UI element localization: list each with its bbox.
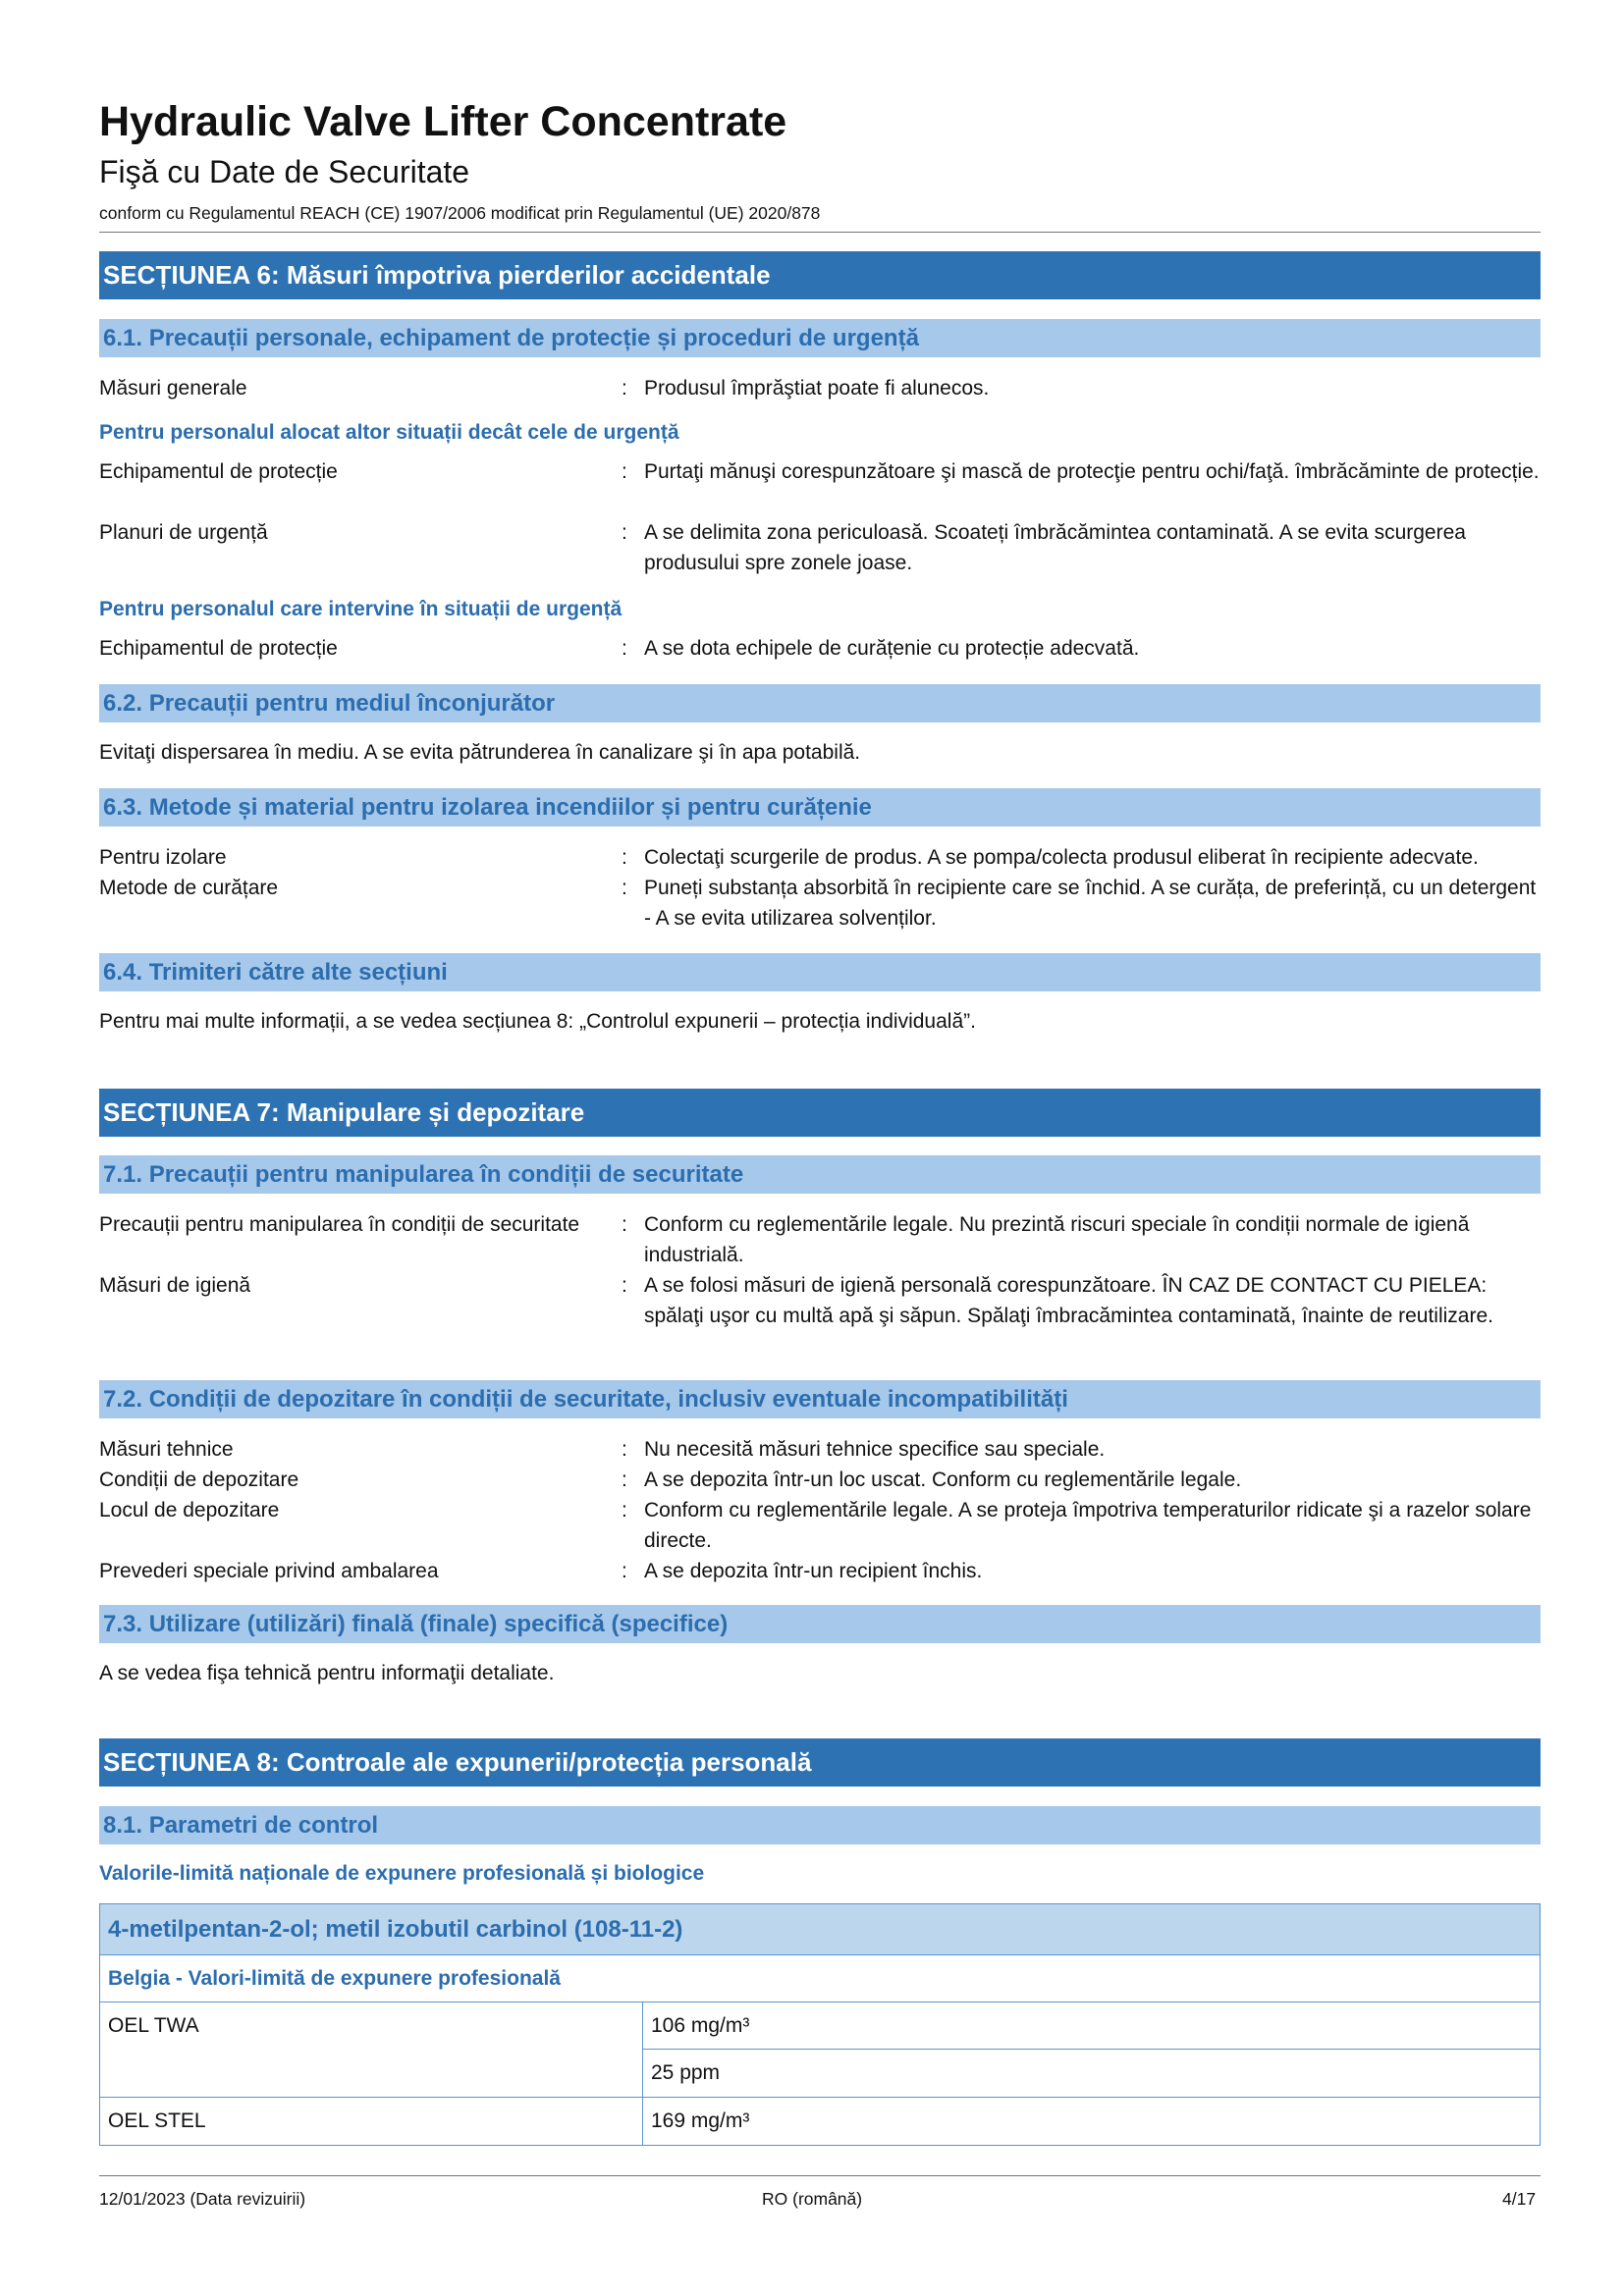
colon-separator: : [622,637,627,660]
footer-divider [99,2175,1541,2176]
table-row [100,2002,1540,2098]
language-label: RO (română) [762,2189,863,2209]
subsection-6-3-header: 6.3. Metode și material pentru izolarea incendiilor și pentru curățenie [99,788,1541,827]
hygiene-measures-value: A se folosi măsuri de igienă personală corespunzătoare. ÎN CAZ DE CONTACT CU PIELEA: spălaţi uşor cu multă apă şi săpun. Spălaţi îmbracămintea contaminată, înainte de reutilizare. [644,1274,1493,1327]
technical-measures-value: Nu necesită măsuri tehnice specifice sau speciale. [644,1438,1106,1461]
references-text: Pentru mai multe informații, a se vedea secțiunea 8: „Controlul expunerii – protecția individuală”. [99,1010,976,1033]
colon-separator: : [622,1499,627,1522]
table-cell-value: 106 mg/m³ [643,2002,1540,2050]
header-divider [99,232,1541,233]
colon-separator: : [622,1438,627,1461]
ne-protective-equipment-value: Purtaţi mănuşi corespunzătoare şi mască de protecţie pentru ochi/faţă. îmbrăcăminte de protecție. [644,460,1540,483]
colon-separator: : [622,1274,627,1297]
colon-separator: : [622,1468,627,1491]
section-6-header: SECȚIUNEA 6: Măsuri împotriva pierderilor accidentale [99,251,1541,299]
containment-label: Pentru izolare [99,846,227,869]
packaging-value: A se depozita într-un recipient închis. [644,1560,983,1582]
subsection-6-1-header: 6.1. Precauții personale, echipament de protecție și proceduri de urgență [99,319,1541,357]
emergency-plans-label: Planuri de urgență [99,521,268,544]
subsection-6-2-header: 6.2. Precauții pentru mediul înconjurător [99,684,1541,722]
exposure-limits-table [99,1903,1541,2146]
storage-place-value: Conform cu reglementările legale. A se proteja împotriva temperaturilor ridicate şi a razelor solare directe. [644,1499,1532,1552]
subsection-7-3-header: 7.3. Utilizare (utilizări) finală (finale) specifică (specifice) [99,1605,1541,1643]
colon-separator: : [622,1560,627,1582]
exposure-limits-heading: Valorile-limită naționale de expunere profesională și biologice [99,1862,705,1885]
packaging-label: Prevederi speciale privind ambalarea [99,1560,439,1582]
general-measures-value: Produsul împrăştiat poate fi alunecos. [644,377,990,400]
table-cell-parameter: OEL STEL [100,2098,643,2145]
table-row [100,2098,1540,2145]
table-cell-value: 169 mg/m³ [651,2109,750,2132]
technical-measures-label: Măsuri tehnice [99,1438,234,1461]
cleaning-methods-value: Puneți substanța absorbită în recipiente care se închid. A se curăța, de preferință, cu un detergent - A se evita utilizarea solvenților. [644,877,1537,930]
ne-protective-equipment-label: Echipamentul de protecție [99,460,338,483]
section-8-header: SECȚIUNEA 8: Controale ale expunerii/protecția personală [99,1738,1541,1787]
subsection-7-1-header: 7.1. Precauții pentru manipularea în condiții de securitate [99,1155,1541,1194]
document-subtitle: Fişă cu Date de Securitate [99,154,470,189]
em-protective-equipment-label: Echipamentul de protecție [99,637,338,660]
subsection-6-4-header: 6.4. Trimiteri către alte secțiuni [99,953,1541,991]
section-7-header: SECȚIUNEA 7: Manipulare și depozitare [99,1089,1541,1137]
colon-separator: : [622,1213,627,1236]
revision-date: 12/01/2023 (Data revizuirii) [99,2189,306,2209]
containment-value: Colectaţi scurgerile de produs. A se pompa/colecta produsul eliberat în recipiente adecvate. [644,846,1479,869]
table-substance-header: 4-metilpentan-2-ol; metil izobutil carbinol (108-11-2) [100,1904,1540,1955]
cleaning-methods-label: Metode de curățare [99,877,279,899]
environmental-precautions-text: Evitaţi dispersarea în mediu. A se evita pătrunderea în canalizare şi în apa potabilă. [99,741,861,764]
table-country-header: Belgia - Valori-limită de expunere profesională [100,1955,1540,2002]
table-cell-parameter: OEL TWA [100,2002,643,2097]
colon-separator: : [622,377,627,400]
subsection-7-2-header: 7.2. Condiții de depozitare în condiții de securitate, inclusiv eventuale incompatibilități [99,1380,1541,1418]
end-use-text: A se vedea fişa tehnică pentru informaţii detaliate. [99,1662,555,1684]
emergency-responders-heading: Pentru personalul care intervine în situații de urgență [99,598,623,620]
storage-conditions-value: A se depozita într-un loc uscat. Conform cu reglementările legale. [644,1468,1242,1491]
subsection-8-1-header: 8.1. Parametri de control [99,1806,1541,1844]
non-emergency-heading: Pentru personalul alocat altor situații decât cele de urgență [99,421,679,444]
safe-handling-label: Precauții pentru manipularea în condiții de securitate [99,1213,580,1236]
em-protective-equipment-value: A se dota echipele de curățenie cu protecție adecvată. [644,637,1140,660]
colon-separator: : [622,846,627,869]
colon-separator: : [622,460,627,483]
emergency-plans-value: A se delimita zona periculoasă. Scoateți îmbrăcămintea contaminată. A se evita scurgerea produsului spre zonele joase. [644,521,1466,574]
storage-conditions-label: Condiții de depozitare [99,1468,299,1491]
hygiene-measures-label: Măsuri de igienă [99,1274,251,1297]
safe-handling-value: Conform cu reglementările legale. Nu prezintă riscuri speciale în condiții normale de igienă industrială. [644,1213,1470,1266]
regulation-line: conform cu Regulamentul REACH (CE) 1907/2006 modificat prin Regulamentul (UE) 2020/878 [99,203,821,223]
storage-place-label: Locul de depozitare [99,1499,280,1522]
colon-separator: : [622,521,627,544]
table-cell-value: 25 ppm [651,2061,721,2084]
document-title: Hydraulic Valve Lifter Concentrate [99,98,787,145]
page-number: 4/17 [1502,2189,1537,2209]
colon-separator: : [622,877,627,899]
general-measures-label: Măsuri generale [99,377,247,400]
